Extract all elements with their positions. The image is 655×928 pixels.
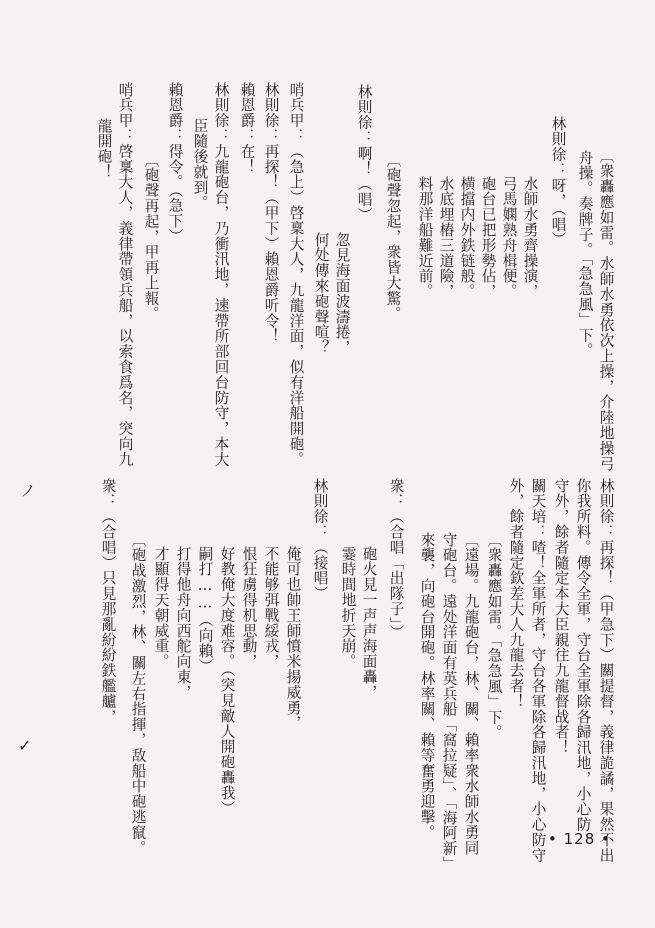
text-column: 守外，餘者隨定本大臣親往九龍督战者！ (552, 478, 570, 756)
text-column: 〔衆轟應如雷。水師水勇依次上操，介陸地操弓 (597, 148, 615, 472)
text-column: 弓馬嫻熟舟楫便。 (500, 176, 518, 300)
text-column: 舟操。奏牌子。「急急風」下。 (576, 150, 594, 359)
text-column: 龍開砲！ (95, 118, 113, 180)
text-column: 不能够弭戰綏戎， (262, 546, 280, 670)
text-column: 〔砲战激烈，林、關左右指揮，敌船中砲逃竄。 (129, 532, 147, 856)
text-column: 衆：（合唱）只見那亂紛紛鉄艦艫， (99, 478, 117, 725)
text-column: 關天培：喳！全軍所者，守台各軍除各歸汛地，小心防守 (529, 478, 547, 863)
text-column: 何处傳來砲聲喧？ (312, 232, 330, 356)
text-column: 忽見海面波濤捲， (333, 232, 351, 356)
text-column: 林則徐：啊！（唱） (355, 84, 373, 223)
text-column: 〔砲聲再起，甲再上報。 (142, 152, 160, 322)
text-column: 林則徐：再探！（甲急下）關提督，義律詭譎，果然不出 (597, 478, 615, 863)
text-column: 林則徐：九龍砲台，乃衝汛地，速帶所部回台防守，本大 (212, 82, 230, 467)
scan-mark: ✓ (18, 736, 32, 755)
text-column: 砲台已把形勢佔， (479, 176, 497, 300)
text-column: 衆：（合唱「出隊子」） (387, 478, 405, 641)
text-column: 霎時間地折天崩。 (339, 546, 357, 670)
text-column: 守砲台。遠处洋面有英兵船「窩拉疑」、「海阿新」 (440, 532, 458, 872)
text-column: 俺可也帥王師憤米揚威勇， (284, 546, 302, 731)
scan-mark: ノ (20, 481, 37, 500)
page-number: • 128 • (548, 830, 611, 848)
text-column: 才顯得天朝威重。 (152, 546, 170, 670)
text-column: 林則徐：再探！（甲下）賴恩爵听令！ (262, 82, 280, 344)
text-column: 林則徐：（接唱） (311, 478, 329, 602)
text-column: 賴恩爵：得令。（急下） (166, 82, 184, 245)
text-column: 來襲，向砲台開砲。林率關、賴等奮勇迎擊。 (418, 532, 436, 840)
text-column: 哨兵甲：啓稟大人，義律帶領兵船，以索食爲名，突向九 (116, 82, 134, 467)
text-column: 賴恩爵：在！ (238, 82, 256, 175)
text-column: 水師水勇齊操演， (521, 176, 539, 300)
text-column: 〔遠場。九龍砲台，林、關、賴率衆水師水勇同 (462, 532, 480, 856)
text-column: 哨兵甲：（急上）啓稟大人，九龍洋面，似有洋船開砲。 (287, 82, 305, 467)
text-column: 横擋内外鉄链般。 (458, 176, 476, 300)
text-column: 打得他舟向西舵向東， (174, 546, 192, 700)
text-column: 好教俺大度难容。（突見敵人開砲轟我） (218, 546, 236, 816)
text-column: 外，餘者隨定欽差大人九龍去者！ (507, 478, 525, 709)
text-column: 水底埋樁三道險， (437, 176, 455, 300)
text-column: 臣隨後就到。 (191, 118, 209, 211)
text-column: 恨狂虜得机思動， (240, 546, 258, 670)
text-column: 你我所料。傳令全軍，守台全軍除各歸汛地，小心防 (574, 478, 592, 833)
text-column: 林則徐：呀，（唱） (549, 116, 567, 248)
text-column: 料那洋船難近前。 (416, 176, 434, 300)
text-column: 嗣打……（向賴） (196, 546, 214, 674)
text-column: 〔砲聲忽起，衆皆大驚。 (384, 152, 402, 322)
text-column: 砲火見一声声海面轟， (360, 546, 378, 700)
text-column: 〔衆轟應如雷。「急急風」下。 (485, 532, 503, 741)
